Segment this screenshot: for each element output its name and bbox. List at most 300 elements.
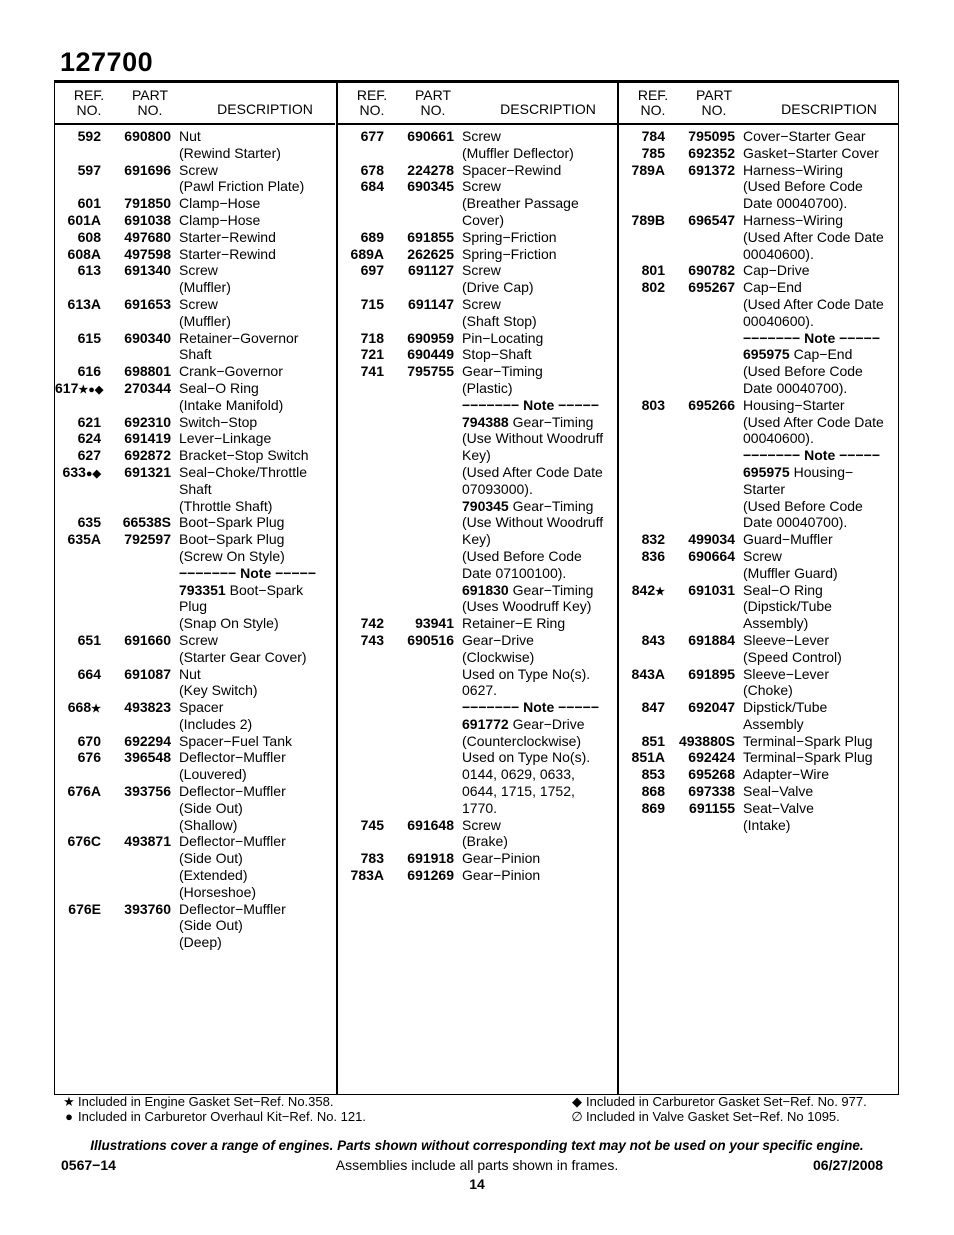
- part-no: 690782: [688, 262, 735, 279]
- table-row: [338, 346, 618, 363]
- table-row: [55, 262, 335, 296]
- note-divider: −−−−−−− Note −−−−−: [743, 329, 880, 346]
- part-no: 690345: [407, 178, 454, 195]
- parts-column-3: [617, 81, 899, 1094]
- description: Housing−Starter (Used After Code Date 00040600). −−−−−−− Note −−−−− 695975 Housing− Starter (Used Before Code Date 00040700).: [743, 397, 899, 531]
- description: Nut (Rewind Starter): [179, 128, 281, 161]
- legend-item: ★ Included in Engine Gasket Set−Ref. No.358.: [60, 1095, 366, 1110]
- ref-no: 684: [360, 178, 384, 195]
- description: Guard−Muffler: [743, 531, 833, 548]
- table-row: [55, 514, 335, 531]
- ref-no: 803: [641, 396, 665, 413]
- ref-no: 592: [77, 128, 101, 144]
- ref-no: 651: [77, 631, 101, 648]
- ref-no: 785: [641, 144, 665, 161]
- part-no: 393760: [124, 900, 171, 917]
- table-row: [55, 380, 335, 414]
- part-no: 497680: [124, 228, 171, 245]
- description: Adapter−Wire: [743, 766, 829, 783]
- part-no: 493880S: [678, 732, 735, 749]
- legend-item: ◆ Included in Carburetor Gasket Set−Ref. No. 977.: [568, 1095, 867, 1110]
- description: Seal−Choke/Throttle Shaft (Throttle Shaft): [179, 463, 308, 514]
- note-part-no: 695975: [743, 346, 790, 363]
- note-line: 0644, 1715, 1752,: [462, 783, 575, 800]
- part-no: 691321: [124, 463, 171, 480]
- note-line: 691830 Gear−Timing: [462, 581, 594, 598]
- part-no: 691372: [688, 161, 735, 178]
- ref-no: 664: [77, 665, 101, 682]
- part-no: 795755: [407, 363, 454, 380]
- description: Pin−Locating: [462, 329, 544, 346]
- ref-no: 613: [77, 262, 101, 279]
- part-no: 692352: [688, 144, 735, 161]
- table-row: [619, 699, 899, 733]
- table-row: [55, 128, 335, 162]
- part-no: 497598: [124, 245, 171, 262]
- document-date: 06/27/2008: [813, 1157, 884, 1173]
- table-row: [55, 363, 335, 380]
- ref-no: 783A: [350, 867, 384, 884]
- note-line: (Used Before Code: [743, 497, 863, 514]
- description: Screw (Drive Cap): [462, 262, 534, 296]
- parts-column-2: [336, 81, 618, 1094]
- table-row: [55, 901, 335, 951]
- kit-marker-icon: ●◆: [85, 467, 101, 480]
- description: Gasket−Starter Cover: [743, 144, 879, 161]
- part-no: 691696: [124, 161, 171, 178]
- header-description: DESCRIPTION: [217, 101, 313, 117]
- table-row: [619, 212, 899, 262]
- ref-no: 697: [360, 262, 384, 279]
- part-no: 690449: [407, 346, 454, 363]
- ref-no: 869: [641, 799, 665, 816]
- description: Cover−Starter Gear: [743, 128, 866, 144]
- description: Screw (Brake): [462, 816, 508, 850]
- legend-item: ∅ Included in Valve Gasket Set−Ref. No 1095.: [568, 1110, 867, 1125]
- note-line: 695975 Housing−: [743, 463, 854, 480]
- table-row: [619, 582, 899, 632]
- description: Screw (Muffler): [179, 295, 231, 329]
- table-row: [619, 632, 899, 666]
- description: Screw (Shaft Stop): [462, 295, 537, 329]
- description: Gear−Pinion: [462, 867, 541, 884]
- part-no: 493823: [124, 699, 171, 716]
- table-row: [338, 162, 618, 179]
- assemblies-note: Assemblies include all parts shown in frames.: [335, 1157, 619, 1173]
- table-row: [619, 162, 899, 212]
- ref-no: 847: [641, 699, 665, 716]
- part-no: 499034: [688, 531, 735, 548]
- note-part-no: 790345: [462, 497, 509, 514]
- description: Spacer−Rewind: [462, 161, 562, 178]
- description: Boot−Spark Plug: [179, 514, 285, 531]
- description: Retainer−Governor Shaft: [179, 329, 299, 363]
- part-no: 697338: [688, 783, 735, 800]
- ref-no: 676: [77, 749, 101, 766]
- column-header: [338, 81, 618, 125]
- part-no: 691419: [124, 430, 171, 447]
- part-no: 695266: [688, 396, 735, 413]
- column-header: [55, 81, 335, 125]
- table-row: [619, 279, 899, 397]
- ref-no: 843: [641, 631, 665, 648]
- description: Harness−Wiring (Used Before Code Date 00040700).: [743, 161, 863, 212]
- disclaimer: Illustrations cover a range of engines. Parts shown without corresponding text may not be used on your specific engine.: [90, 1138, 864, 1153]
- table-row: [338, 246, 618, 263]
- description: Boot−Spark Plug (Screw On Style) −−−−−−− Note −−−−− 793351 Boot−Spark Plug (Snap On Style): [179, 531, 335, 632]
- note-line: (Used After Code Date: [462, 463, 603, 480]
- description: Spring−Friction: [462, 245, 557, 262]
- description: Spacer−Fuel Tank: [179, 732, 292, 749]
- part-no: 691031: [688, 581, 735, 598]
- note-line: Date 07100100).: [462, 564, 567, 581]
- header-ref-no: REF. NO.: [73, 87, 105, 118]
- description: Cap−Drive: [743, 262, 810, 279]
- description: Clamp−Hose: [179, 211, 261, 228]
- ref-no: 633●◆: [62, 463, 101, 480]
- note-line: 691772 Gear−Drive: [462, 715, 585, 732]
- description: Seat−Valve (Intake): [743, 799, 814, 833]
- header-ref-no: REF. NO.: [637, 87, 669, 118]
- note-line: 794388 Gear−Timing: [462, 413, 594, 430]
- note-part-no: 695975: [743, 463, 790, 480]
- description: Sleeve−Lever (Choke): [743, 665, 830, 699]
- part-no: 692047: [688, 699, 735, 716]
- description: Deflector−Muffler (Side Out) (Shallow): [179, 783, 286, 833]
- legend-right: [568, 1095, 867, 1124]
- ref-no: 601: [77, 195, 101, 212]
- part-no: 690340: [124, 329, 171, 346]
- part-no: 696547: [688, 211, 735, 228]
- header-ref-no: REF. NO.: [356, 87, 388, 118]
- part-no: 692872: [124, 447, 171, 464]
- parts-column-1: [55, 81, 335, 1094]
- note-line: 793351 Boot−Spark: [179, 581, 304, 598]
- note-line: Plug: [179, 598, 208, 615]
- column-header: [619, 81, 899, 125]
- note-line: 695975 Cap−End: [743, 346, 853, 363]
- ref-no: 715: [360, 295, 384, 312]
- part-no: 690664: [688, 547, 735, 564]
- ref-no: 670: [77, 732, 101, 749]
- note-line: (Snap On Style): [179, 615, 279, 632]
- table-row: [338, 850, 618, 867]
- header-part-no: PART NO.: [695, 87, 733, 118]
- ref-no: 718: [360, 329, 384, 346]
- table-row: [338, 128, 618, 162]
- part-no: 698801: [124, 363, 171, 380]
- ref-no: 802: [641, 279, 665, 296]
- empty-set-icon: ∅: [571, 1108, 583, 1124]
- ref-no: 689: [360, 228, 384, 245]
- kit-marker-icon: ★: [655, 585, 665, 598]
- note-line: (Used Before Code: [462, 547, 582, 564]
- note-divider: −−−−−−− Note −−−−−: [462, 699, 599, 716]
- description: Terminal−Spark Plug: [743, 732, 873, 749]
- table-row: [55, 464, 335, 514]
- ref-no: 601A: [67, 211, 101, 228]
- kit-marker-icon: ★●◆: [78, 383, 104, 396]
- part-no: 691087: [124, 665, 171, 682]
- table-row: [55, 229, 335, 246]
- ref-no: 783: [360, 850, 384, 867]
- part-no: 396548: [124, 749, 171, 766]
- note-line: 07093000).: [462, 480, 533, 497]
- table-row: [338, 632, 618, 817]
- ref-no: 676A: [67, 783, 101, 800]
- part-no: 691038: [124, 211, 171, 228]
- table-row: [55, 666, 335, 700]
- star-icon: ★: [63, 1094, 75, 1109]
- description: Spacer (Includes 2): [179, 699, 253, 732]
- description: Seal−O Ring (Intake Manifold): [179, 379, 284, 413]
- table-row: [619, 766, 899, 783]
- part-no: 690661: [407, 128, 454, 144]
- ref-no: 743: [360, 631, 384, 648]
- ref-no: 678: [360, 161, 384, 178]
- legend-item: ● Included in Carburetor Overhaul Kit−Ref. No. 121.: [60, 1110, 366, 1125]
- description: Starter−Rewind: [179, 245, 276, 262]
- note-part-no: 691772: [462, 715, 509, 732]
- table-row: [55, 699, 335, 733]
- description: Spring−Friction: [462, 228, 557, 245]
- ref-no: 676C: [67, 833, 101, 850]
- ref-no: 721: [360, 346, 384, 363]
- part-no: 692294: [124, 732, 171, 749]
- table-row: [55, 833, 335, 900]
- table-row: [55, 330, 335, 364]
- ref-no: 832: [641, 531, 665, 548]
- part-no: 691340: [124, 262, 171, 279]
- ref-no: 851: [641, 732, 665, 749]
- ref-no: 789B: [631, 211, 665, 228]
- part-no: 691884: [688, 631, 735, 648]
- header-description: DESCRIPTION: [500, 101, 596, 117]
- ref-no: 617★●◆: [55, 379, 104, 396]
- note-part-no: 691830: [462, 581, 509, 598]
- part-no: 792597: [124, 531, 171, 548]
- parts-rows: [619, 128, 899, 833]
- table-row: [55, 430, 335, 447]
- legend-left: [60, 1095, 366, 1124]
- note-line: 790345 Gear−Timing: [462, 497, 594, 514]
- ref-no: 842★: [631, 581, 665, 598]
- ref-no: 689A: [350, 245, 384, 262]
- table-row: [55, 783, 335, 833]
- table-row: [619, 749, 899, 766]
- part-no: 691127: [408, 262, 454, 279]
- note-line: 1770.: [462, 799, 498, 816]
- ref-no: 616: [77, 363, 101, 380]
- table-row: [338, 330, 618, 347]
- note-line: Starter: [743, 480, 786, 497]
- part-no: 93941: [415, 615, 454, 632]
- ref-no: 868: [641, 783, 665, 800]
- ref-no: 742: [360, 615, 384, 632]
- ref-no: 801: [641, 262, 665, 279]
- description: Seal−Valve: [743, 783, 814, 800]
- ref-no: 745: [360, 816, 384, 833]
- note-part-no: 794388: [462, 413, 509, 430]
- part-no: 270344: [124, 379, 171, 396]
- table-row: [55, 212, 335, 229]
- description: Screw (Breather Passage Cover): [462, 178, 579, 228]
- part-no: 690800: [124, 128, 171, 144]
- table-row: [55, 414, 335, 431]
- description: Seal−O Ring (Dipstick/Tube Assembly): [743, 581, 832, 632]
- page-number: 14: [469, 1176, 485, 1192]
- table-row: [619, 262, 899, 279]
- note-line: 0144, 0629, 0633,: [462, 766, 575, 783]
- table-row: [338, 296, 618, 330]
- table-row: [55, 733, 335, 750]
- table-row: [619, 733, 899, 750]
- parts-rows: [55, 128, 335, 951]
- header-description: DESCRIPTION: [781, 101, 877, 117]
- ref-no: 608A: [67, 245, 101, 262]
- description: Switch−Stop: [179, 413, 258, 430]
- description: Deflector−Muffler (Side Out) (Deep): [179, 900, 286, 951]
- part-no: 691147: [408, 295, 454, 312]
- ref-no: 635: [77, 514, 101, 531]
- ref-no: 613A: [67, 295, 101, 312]
- note-line: Date 00040700).: [743, 514, 848, 531]
- ref-no: 597: [77, 161, 101, 178]
- description: Clamp−Hose: [179, 195, 261, 212]
- ref-no: 836: [641, 547, 665, 564]
- table-row: [55, 749, 335, 783]
- description: Screw (Muffler Deflector): [462, 128, 574, 161]
- description: Gear−Drive (Clockwise) Used on Type No(s). 0627. −−−−−−− Note −−−−− 691772 Gear−Drive (Counterclockwise) Used on Type No(s). 0144, 0629, 0633, 0644, 1715, 1752, 1770.: [462, 632, 618, 817]
- document-code: 0567−14: [61, 1157, 116, 1173]
- parts-rows: [338, 128, 618, 884]
- description: Crank−Governor: [179, 363, 283, 380]
- ref-no: 608: [77, 228, 101, 245]
- table-row: [619, 397, 899, 531]
- description: Screw (Pawl Friction Plate): [179, 161, 305, 195]
- part-no: 791850: [124, 195, 171, 212]
- note-part-no: 793351: [179, 581, 226, 598]
- part-no: 691155: [689, 799, 735, 816]
- description: Screw (Muffler): [179, 262, 231, 296]
- part-no: 691895: [688, 665, 735, 682]
- diamond-icon: ◆: [572, 1094, 582, 1109]
- ref-no: 677: [360, 128, 384, 144]
- table-row: [55, 162, 335, 196]
- table-row: [338, 178, 618, 228]
- part-no: 795095: [688, 128, 735, 144]
- table-row: [619, 531, 899, 548]
- description: Screw (Starter Gear Cover): [179, 631, 307, 665]
- table-row: [55, 296, 335, 330]
- note-line: Date 00040700).: [743, 379, 848, 396]
- description: Screw (Muffler Guard): [743, 547, 838, 581]
- table-row: [619, 783, 899, 800]
- header-part-no: PART NO.: [414, 87, 452, 118]
- table-row: [619, 145, 899, 162]
- ref-no: 621: [77, 413, 101, 430]
- ref-no: 784: [641, 128, 665, 144]
- description: Retainer−E Ring: [462, 615, 566, 632]
- description: Cap−End (Used After Code Date 00040600). −−−−−−− Note −−−−− 695975 Cap−End (Used Before Code Date 00040700).: [743, 279, 899, 397]
- table-row: [338, 229, 618, 246]
- ref-no: 843A: [631, 665, 665, 682]
- ref-no: 627: [77, 447, 101, 464]
- part-no: 695268: [688, 766, 735, 783]
- dot-icon: ●: [65, 1108, 73, 1124]
- part-no: 691918: [407, 850, 454, 867]
- ref-no: 624: [77, 430, 101, 447]
- kit-marker-icon: ★: [91, 703, 101, 716]
- table-row: [338, 615, 618, 632]
- description: Deflector−Muffler (Side Out) (Extended) (Horseshoe): [179, 833, 286, 900]
- part-no: 691648: [407, 816, 454, 833]
- table-row: [55, 447, 335, 464]
- part-no: 691653: [124, 295, 171, 312]
- description: Gear−Pinion: [462, 850, 541, 867]
- table-row: [338, 867, 618, 884]
- ref-no: 615: [77, 329, 101, 346]
- part-no: 691660: [124, 631, 171, 648]
- note-line: (Use Without Woodruff: [462, 430, 604, 447]
- part-no: 691269: [407, 867, 454, 884]
- description: Stop−Shaft: [462, 346, 532, 363]
- table-row: [55, 195, 335, 212]
- ref-no: 676E: [68, 900, 101, 917]
- note-line: Key): [462, 531, 491, 548]
- table-row: [619, 548, 899, 582]
- ref-no: 853: [641, 766, 665, 783]
- part-no: 262625: [407, 245, 454, 262]
- ref-no: 635A: [67, 531, 101, 548]
- table-row: [619, 666, 899, 700]
- part-no: 692424: [688, 749, 735, 766]
- note-divider: −−−−−−− Note −−−−−: [462, 396, 599, 413]
- note-divider: −−−−−−− Note −−−−−: [179, 564, 316, 581]
- model-number: 127700: [60, 47, 154, 77]
- note-line: Key): [462, 447, 491, 464]
- description: Starter−Rewind: [179, 228, 276, 245]
- table-row: [55, 531, 335, 632]
- description: Lever−Linkage: [179, 430, 272, 447]
- ref-no: 668★: [67, 699, 101, 716]
- part-no: 692310: [124, 413, 171, 430]
- ref-no: 741: [360, 363, 384, 380]
- table-row: [338, 363, 618, 615]
- header-part-no: PART NO.: [131, 87, 169, 118]
- parts-table: [54, 81, 899, 1095]
- table-row: [619, 128, 899, 145]
- description: Gear−Timing (Plastic) −−−−−−− Note −−−−− 794388 Gear−Timing (Use Without Woodruff Key) (Used After Code Date 07093000). 790345 Gear−Timing (Use Without Woodruff Key) (Used Before Code Date 07100100). 691830 Gear−Timing (Uses Woodruff Key): [462, 363, 618, 615]
- description: Terminal−Spark Plug: [743, 749, 873, 766]
- part-no: 224278: [407, 161, 454, 178]
- note-line: (Uses Woodruff Key): [462, 598, 592, 615]
- ref-no: 789A: [631, 161, 665, 178]
- note-line: (Counterclockwise): [462, 732, 582, 749]
- description: Nut (Key Switch): [179, 665, 258, 699]
- description: Sleeve−Lever (Speed Control): [743, 631, 842, 665]
- description: Dipstick/Tube Assembly: [743, 699, 828, 732]
- part-no: 691855: [407, 228, 454, 245]
- note-line: (Used Before Code: [743, 363, 863, 380]
- part-no: 66538S: [122, 514, 171, 531]
- description: Harness−Wiring (Used After Code Date 00040600).: [743, 211, 884, 262]
- table-row: [619, 800, 899, 834]
- table-row: [338, 262, 618, 296]
- table-row: [338, 817, 618, 851]
- note-line: (Use Without Woodruff: [462, 514, 604, 531]
- part-no: 690516: [407, 631, 454, 648]
